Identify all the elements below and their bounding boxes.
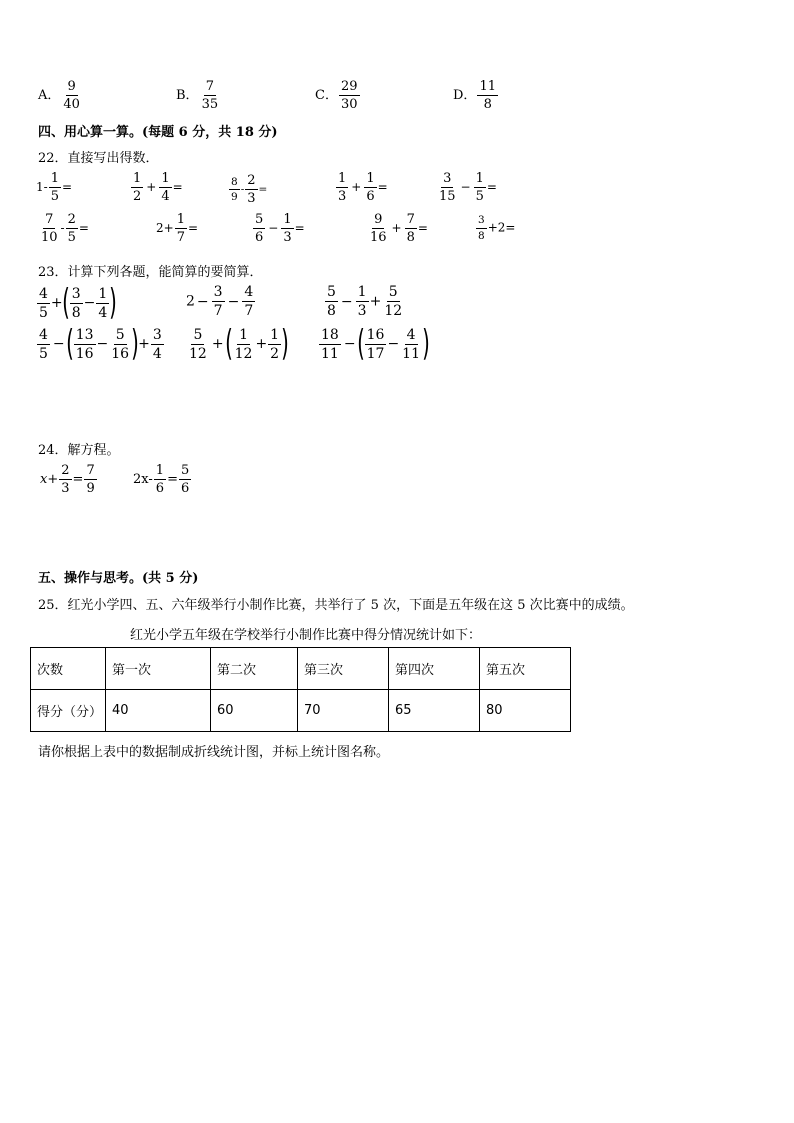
- denominator: 2: [270, 345, 280, 362]
- numerator: 1: [239, 326, 248, 343]
- denominator: 16: [370, 230, 387, 245]
- denominator: 3: [247, 191, 256, 206]
- operator: −: [52, 336, 65, 352]
- numerator: 18: [321, 326, 339, 343]
- equals: =: [294, 221, 305, 235]
- equals: =: [187, 221, 199, 235]
- numerator: 3: [443, 171, 452, 186]
- numerator: 5: [180, 463, 190, 478]
- table-cell: 次数: [31, 648, 106, 690]
- numerator: 1: [357, 284, 367, 300]
- q22-item: [475, 215, 515, 241]
- fraction: [325, 285, 338, 318]
- numerator: 1: [338, 171, 347, 186]
- denominator: 5: [475, 189, 484, 204]
- numerator: 5: [115, 326, 125, 343]
- fraction: [364, 172, 376, 203]
- equals: =: [61, 180, 73, 194]
- numerator: 5: [327, 284, 336, 300]
- table-cell: 得分（分）: [31, 690, 106, 732]
- fraction: [37, 328, 50, 361]
- table-row: [31, 690, 571, 732]
- operator: -: [240, 183, 245, 196]
- table-cell: 60: [211, 690, 298, 732]
- denominator: 8: [478, 229, 485, 242]
- q22-item: [36, 172, 72, 203]
- term: 2+: [156, 221, 174, 235]
- fraction: [474, 172, 486, 203]
- q22-item: [335, 172, 388, 203]
- numerator: 2: [61, 463, 70, 478]
- fraction: [179, 464, 191, 495]
- q22-item: [38, 213, 89, 244]
- option-fraction: [477, 80, 498, 111]
- denominator: 12: [384, 303, 403, 319]
- option-d: [453, 80, 499, 111]
- fraction: [37, 287, 50, 320]
- numerator: 1: [98, 285, 108, 302]
- numerator: 7: [205, 79, 214, 94]
- numerator: 5: [388, 284, 398, 300]
- fraction: [233, 328, 255, 361]
- table-cell: 第四次: [389, 648, 480, 690]
- operator: −: [387, 336, 400, 352]
- option-c: [315, 80, 361, 111]
- fraction: [84, 464, 96, 495]
- numerator: 16: [366, 326, 385, 343]
- fraction: [356, 285, 369, 318]
- q23-expression-3: [324, 285, 405, 318]
- fraction: [229, 177, 240, 203]
- fraction: [154, 464, 166, 495]
- numerator: 1: [155, 463, 165, 478]
- numerator: 4: [39, 285, 48, 302]
- operator: −: [340, 293, 353, 310]
- equation-1: [40, 464, 98, 495]
- fraction: [365, 328, 387, 361]
- denominator: 3: [338, 189, 347, 204]
- operator: −: [227, 293, 240, 310]
- operator: +: [146, 180, 157, 194]
- numerator: 3: [71, 285, 81, 302]
- option-letter: C．: [315, 88, 338, 103]
- numerator: 1: [283, 212, 292, 227]
- right-paren: ): [422, 323, 430, 364]
- numerator: 1: [270, 326, 280, 343]
- denominator: 8: [406, 230, 415, 245]
- right-paren: ): [281, 323, 289, 364]
- numerator: 9: [374, 212, 383, 227]
- numerator: 1: [50, 171, 59, 186]
- operator: −: [268, 221, 279, 235]
- q23-expression-6: [318, 323, 430, 364]
- numerator: 29: [340, 79, 358, 94]
- operator: −: [196, 293, 209, 310]
- numerator: 4: [244, 284, 254, 300]
- fraction: [59, 464, 71, 495]
- denominator: 9: [231, 191, 238, 203]
- denominator: 7: [244, 303, 254, 319]
- left-paren: (: [224, 323, 233, 364]
- q22-item: [252, 213, 305, 244]
- numerator: 7: [86, 463, 95, 478]
- table-cell: 65: [389, 690, 480, 732]
- denominator: 7: [213, 303, 223, 319]
- option-a: [38, 80, 83, 111]
- right-paren: ): [131, 323, 139, 364]
- denominator: 6: [255, 230, 264, 245]
- equals: =: [258, 183, 268, 196]
- q23-expression-1: [36, 282, 118, 323]
- table-cell: 第三次: [298, 648, 389, 690]
- numerator: 3: [152, 326, 162, 343]
- fraction: [151, 328, 164, 361]
- fraction: [74, 328, 96, 361]
- left-paren: (: [356, 323, 365, 364]
- q23-expression-5: [186, 323, 289, 364]
- q22-title: 22．直接写出得数．: [38, 151, 159, 166]
- table-cell: 第一次: [106, 648, 211, 690]
- equation-2: [133, 464, 192, 495]
- numerator: 1: [133, 171, 142, 186]
- denominator: 5: [67, 230, 76, 245]
- denominator: 8: [327, 303, 336, 319]
- fraction: [281, 213, 293, 244]
- option-letter: D．: [453, 88, 477, 103]
- numerator: 2: [247, 173, 256, 188]
- option-letter: A．: [38, 88, 61, 103]
- fraction: [96, 287, 109, 320]
- fraction: [70, 287, 83, 320]
- numerator: 3: [476, 215, 487, 229]
- denominator: 11: [402, 345, 420, 362]
- denominator: 6: [155, 481, 165, 496]
- q22-item: [367, 213, 428, 244]
- numerator: 4: [39, 326, 48, 343]
- q22-item: [436, 172, 497, 203]
- numerator: 7: [406, 212, 415, 227]
- numerator: 11: [479, 79, 496, 94]
- fraction: [39, 213, 60, 244]
- option-letter: B．: [176, 88, 199, 103]
- denominator: 4: [152, 345, 162, 362]
- operator: +: [50, 295, 63, 311]
- option-fraction: [61, 80, 82, 111]
- numerator: 8: [229, 177, 240, 191]
- denominator: 3: [283, 230, 292, 245]
- equals: =: [417, 221, 428, 235]
- operator: −: [343, 336, 356, 352]
- denominator: 12: [234, 345, 253, 362]
- numerator: 2: [67, 212, 76, 227]
- fraction: [405, 213, 417, 244]
- fraction: [212, 285, 225, 318]
- fraction: [109, 328, 131, 361]
- numerator: 7: [45, 212, 54, 227]
- numerator: 1: [176, 212, 185, 227]
- operator: −: [96, 336, 109, 352]
- q25-title: 25．红光小学四、五、六年级举行小制作比赛，共举行了 5 次，下面是五年级在这 5 次比赛中的成绩。: [38, 598, 634, 613]
- q25-instruction: 请你根据上表中的数据制成折线统计图，并标上统计图名称。: [38, 745, 390, 760]
- numerator: 1: [475, 171, 484, 186]
- q22-item: [156, 213, 198, 244]
- numerator: 13: [75, 326, 94, 343]
- fraction: [175, 213, 187, 244]
- variable: 2x-: [133, 472, 153, 487]
- equals: =: [167, 472, 178, 487]
- option-b: [176, 80, 221, 111]
- term: 1-: [36, 180, 48, 194]
- equals: =: [72, 472, 84, 487]
- denominator: 35: [201, 97, 219, 112]
- numerator: 1: [161, 171, 170, 186]
- table-caption: 红光小学五年级在学校举行小制作比赛中得分情况统计如下：: [130, 628, 482, 643]
- denominator: 8: [483, 97, 492, 112]
- q24-title: 24．解方程。: [38, 443, 120, 458]
- fraction: [253, 213, 265, 244]
- variable: x: [40, 472, 48, 487]
- operator: +: [255, 336, 268, 352]
- table-cell: 第五次: [480, 648, 571, 690]
- denominator: 5: [50, 189, 59, 204]
- operator: +: [391, 221, 402, 235]
- denominator: 16: [111, 345, 130, 362]
- table-cell: 80: [480, 690, 571, 732]
- q23-expression-4: [36, 323, 165, 364]
- denominator: 9: [86, 481, 95, 496]
- numerator: 1: [366, 171, 375, 186]
- fraction: [245, 174, 257, 205]
- denominator: 4: [98, 304, 108, 321]
- denominator: 6: [180, 481, 190, 496]
- fraction: [242, 285, 255, 318]
- fraction: [368, 213, 389, 244]
- q22-item: [228, 174, 267, 205]
- section-4-title: 四、用心算一算。(每题 6 分，共 18 分): [38, 125, 278, 140]
- section-5-title: 五、操作与思考。(共 5 分): [38, 571, 199, 586]
- denominator: 6: [366, 189, 375, 204]
- fraction: [187, 328, 209, 361]
- equals: =: [486, 180, 497, 194]
- fraction: [66, 213, 78, 244]
- denominator: 10: [41, 230, 58, 245]
- right-paren: ): [109, 282, 118, 323]
- denominator: 3: [357, 303, 367, 319]
- fraction: [437, 172, 458, 203]
- fraction: [131, 172, 143, 203]
- operator: +: [138, 336, 150, 352]
- numerator: 5: [193, 326, 203, 343]
- equals: =: [377, 180, 388, 194]
- denominator: 2: [133, 189, 142, 204]
- operator: +: [351, 180, 362, 194]
- denominator: 5: [39, 304, 48, 321]
- fraction: [336, 172, 348, 203]
- left-paren: (: [65, 323, 74, 364]
- q23-expression-2: [186, 285, 256, 318]
- fraction: [382, 285, 404, 318]
- fraction: [159, 172, 171, 203]
- denominator: 17: [366, 345, 385, 362]
- denominator: 3: [61, 481, 70, 496]
- denominator: 15: [439, 189, 456, 204]
- fraction: [400, 328, 422, 361]
- operator: −: [460, 180, 471, 194]
- score-table: [30, 647, 571, 732]
- left-paren: (: [61, 282, 70, 323]
- operator: −: [83, 295, 96, 311]
- equals: +2=: [487, 220, 516, 235]
- denominator: 30: [340, 97, 358, 112]
- table-cell: 40: [106, 690, 211, 732]
- option-fraction: [339, 80, 360, 111]
- operator: -: [60, 221, 65, 235]
- denominator: 8: [71, 304, 81, 321]
- fraction: [319, 328, 341, 361]
- table-header-row: [31, 648, 571, 690]
- equals: =: [78, 221, 89, 235]
- denominator: 16: [75, 345, 94, 362]
- numerator: 3: [213, 284, 223, 300]
- q22-item: [130, 172, 183, 203]
- q23-title: 23．计算下列各题，能简算的要简算．: [38, 265, 263, 280]
- term: 2: [186, 293, 195, 310]
- denominator: 7: [176, 230, 185, 245]
- fraction: [476, 215, 487, 241]
- operator: +: [211, 336, 224, 352]
- denominator: 11: [321, 345, 339, 362]
- denominator: 5: [39, 345, 48, 362]
- table-cell: 70: [298, 690, 389, 732]
- fraction: [49, 172, 61, 203]
- denominator: 4: [161, 189, 170, 204]
- operator: +: [369, 293, 382, 310]
- operator: +: [47, 472, 59, 487]
- numerator: 9: [67, 79, 76, 94]
- numerator: 4: [406, 326, 416, 343]
- fraction: [268, 328, 281, 361]
- numerator: 5: [255, 212, 264, 227]
- equals: =: [172, 180, 183, 194]
- denominator: 12: [189, 345, 207, 362]
- option-fraction: [200, 80, 221, 111]
- denominator: 40: [63, 97, 80, 112]
- table-cell: 第二次: [211, 648, 298, 690]
